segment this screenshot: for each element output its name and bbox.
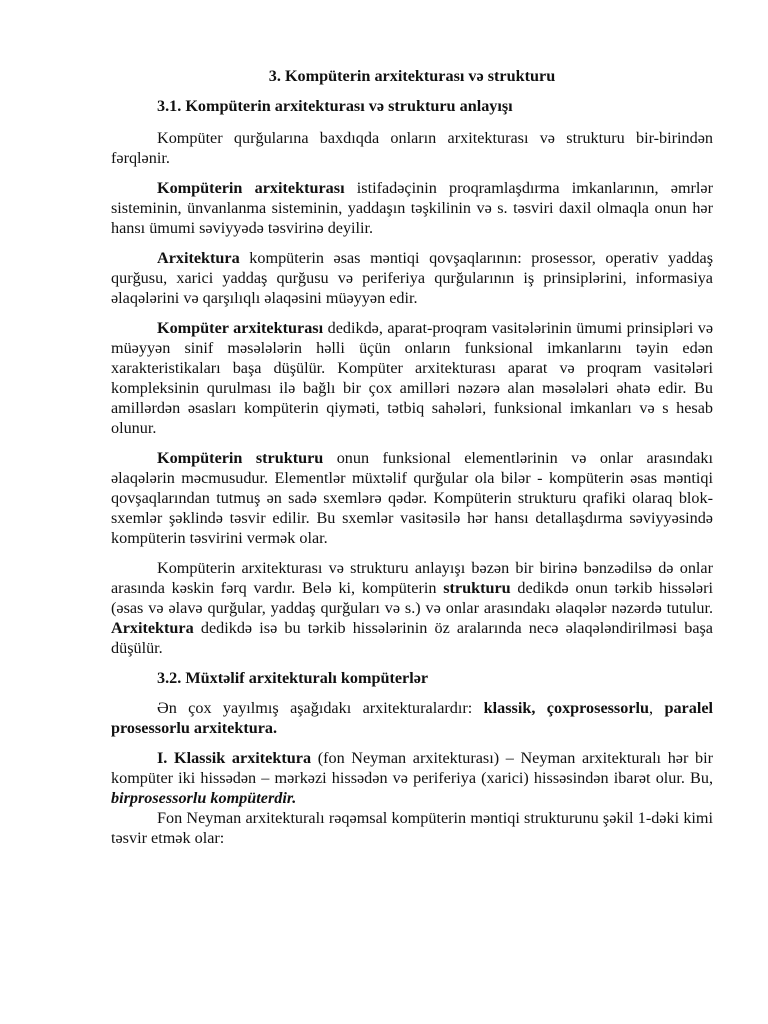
architecture-types: klassik, çoxprosessorlu (483, 699, 650, 717)
paragraph-4 (111, 318, 713, 438)
paragraph-6 (111, 558, 713, 658)
paragraph-8-text: (fon Neyman arxitekturası) – Neyman arxitekturalı hər bir kompüter iki hissədən – mərkəzi hissədən və periferiya (xarici) hissəsindən ibarət olur. Bu, (111, 749, 713, 787)
paragraph-7 (111, 698, 713, 738)
paragraph-7-comma: , (649, 699, 654, 717)
section-heading-3-2: 3.2. Müxtəlif arxitekturalı kompüterlər (157, 669, 429, 687)
paragraph-1: Kompüter qurğularına baxdıqda onların arxitekturası və strukturu bir-birindən fərqlənir. (111, 129, 713, 167)
architecture-types-2: paralel prosessorlu arxitektura. (111, 699, 714, 737)
paragraph-8 (111, 748, 713, 808)
term-arxitektura: Arxitektura (157, 249, 240, 267)
paragraph-9: Fon Neyman arxitekturalı rəqəmsal kompüterin məntiqi strukturunu şəkil 1-dəki kimi təsvir etmək olar: (111, 809, 713, 847)
paragraph-6-text-c: dedikdə onun tərkib hissələri (əsas və əlavə qurğular, yaddaş qurğuları və s.) və onlar arasındakı əlaqələr nəzərdə tutulur. (111, 579, 713, 617)
chapter-title: 3. Kompüterin arxitekturası və strukturu (268, 67, 556, 85)
paragraph-5-text: onun funksional elementlərinin və onlar arasındakı əlaqələrin məcmusudur. Elementlər müxtəlif qurğular ola bilər - kompüterin əsas məntiqi qovşaqlarından tutmuş ən sadə sxemlərə qədər. Kompüterin strukturu qrafiki olaraq blok- sxemlər şəklində təsvir edilir. Bu sxemlər vasitəsilə hər hansı detallaşdırma səviyyəsində kompüterin təsvirini vermək olar. (111, 449, 713, 547)
term-arxitektura-2: Arxitektura (111, 619, 194, 637)
paragraph-2 (111, 178, 713, 238)
paragraph-6-text-a: Kompüterin arxitekturası və strukturu anlayışı bəzən bir birinə bənzədilsə də onlar arasında kəskin fərq vardır. Belə ki, kompüterin (111, 559, 713, 597)
paragraph-5 (111, 448, 713, 548)
term-single-processor: birprosessorlu kompüterdir (111, 789, 293, 807)
paragraph-3-text: kompüterin əsas məntiqi qovşaqlarının: prosessor, operativ yaddaş qurğusu, xarici yaddaş qurğusu və periferiya qurğularının iş prinsiplərini, informasiya əlaqələrini və qarşılıqlı əlaqəsini müəyyən edir. (111, 249, 713, 307)
paragraph-8-period: . (292, 789, 297, 807)
paragraph-7-text: Ən çox yayılmış aşağıdakı arxitekturalardır: (157, 699, 484, 717)
term-computer-structure: Kompüterin strukturu (157, 449, 324, 467)
document-body (111, 66, 713, 848)
term-computer-architecture: Kompüter arxitekturası (157, 319, 324, 337)
paragraph-4-text: dedikdə, aparat-proqram vasitələrinin ümumi prinsipləri və müəyyən sinif məsələlərin həlli üçün onların funksional imkanlarını təyin edən xarakteristikaları başa düşülür. Kompüter arxitekturası aparat və proqram vasitələri kompleksinin qurulması ilə bağlı bir çox amilləri nəzərə alan məsələləri əhatə edir. Bu amillərdən əsasları kompüterin qiyməti, tətbiq sahələri, funksional imkanları və s hesab olunur. (111, 319, 714, 437)
paragraph-6-text-d: dedikdə isə bu tərkib hissələrinin öz aralarında necə əlaqələndirilməsi başa düşülür. (111, 619, 713, 657)
paragraph-3 (111, 248, 713, 308)
term-strukturu: strukturu (443, 579, 511, 597)
section-heading-3-1: 3.1. Kompüterin arxitekturası və strukturu anlayışı (157, 97, 513, 115)
term-architecture: Kompüterin arxitekturası (157, 179, 345, 197)
paragraph-2-text: istifadəçinin proqramlaşdırma imkanlarının, əmrlər sisteminin, ünvanlanma sisteminin, yaddaşın təşkilinin və s. təsviri daxil olmaqla onun hər hansı ümumi səviyyədə təsvirinə deyilir. (111, 179, 713, 237)
term-classic-architecture: I. Klassik arxitektura (157, 749, 312, 767)
